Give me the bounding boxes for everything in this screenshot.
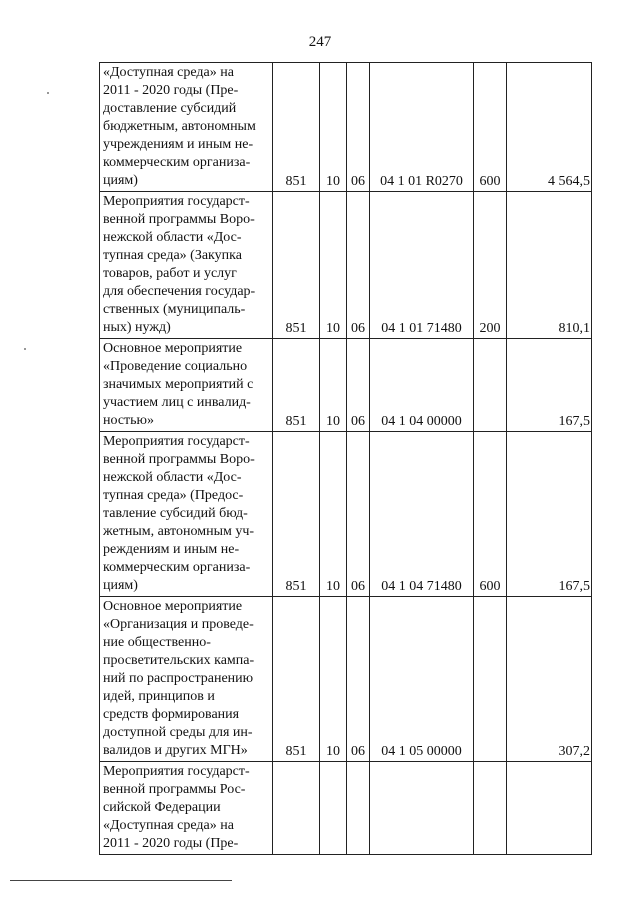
description-line: венной программы Рос- bbox=[103, 782, 246, 797]
section-code-cell: 10 bbox=[320, 63, 347, 192]
description-line: ственных (муниципаль- bbox=[103, 302, 246, 317]
subsection-code-cell: 06 bbox=[347, 339, 370, 432]
target-article-cell bbox=[370, 762, 474, 855]
description-line: доступной среды для ин- bbox=[103, 725, 253, 740]
description-line: для обеспечения государ- bbox=[103, 284, 256, 299]
description-line: «Доступная среда» на bbox=[103, 818, 234, 833]
scan-mark bbox=[47, 92, 49, 94]
description-line: коммерческим организа- bbox=[103, 560, 251, 575]
scan-mark bbox=[24, 348, 26, 350]
expense-type-cell bbox=[474, 339, 507, 432]
grbs-code-cell: 851 bbox=[273, 63, 320, 192]
description-line: значимых мероприятий с bbox=[103, 377, 254, 392]
description-line: доставление субсидий bbox=[103, 101, 237, 116]
description-line: тавление субсидий бюд- bbox=[103, 506, 248, 521]
description-line: Основное мероприятие bbox=[103, 599, 243, 614]
description-line: реждениям и иным не- bbox=[103, 542, 240, 557]
target-article-cell: 04 1 01 71480 bbox=[370, 192, 474, 339]
amount-cell: 4 564,5 bbox=[507, 63, 592, 192]
description-line: «Проведение социально bbox=[103, 359, 248, 374]
description-line: Мероприятия государст- bbox=[103, 434, 250, 449]
description-line: идей, принципов и bbox=[103, 689, 215, 704]
expense-type-cell bbox=[474, 597, 507, 762]
description-cell bbox=[100, 597, 273, 762]
description-line: циям) bbox=[103, 173, 138, 188]
description-line: валидов и других МГН» bbox=[103, 743, 248, 758]
page-number: 247 bbox=[308, 34, 332, 50]
description-line: ние общественно- bbox=[103, 635, 211, 650]
amount-cell bbox=[507, 762, 592, 855]
description-line: жетным, автономным уч- bbox=[103, 524, 255, 539]
expense-type-cell bbox=[474, 762, 507, 855]
table-row bbox=[100, 192, 592, 339]
description-line: ностью» bbox=[103, 413, 155, 428]
section-code-cell: 10 bbox=[320, 339, 347, 432]
description-line: средств формирования bbox=[103, 707, 240, 722]
description-line: нежской области «Дос- bbox=[103, 230, 242, 245]
description-line: циям) bbox=[103, 578, 138, 593]
footer-rule bbox=[10, 880, 232, 881]
budget-table bbox=[99, 62, 592, 855]
description-cell bbox=[100, 192, 273, 339]
description-cell bbox=[100, 63, 273, 192]
description-line: ных) нужд) bbox=[103, 320, 171, 335]
description-line: 2011 - 2020 годы (Пре- bbox=[103, 836, 239, 851]
description-line: «Доступная среда» на bbox=[103, 65, 234, 80]
subsection-code-cell bbox=[347, 762, 370, 855]
section-code-cell bbox=[320, 762, 347, 855]
description-line: просветительских кампа- bbox=[103, 653, 255, 668]
description-line: Основное мероприятие bbox=[103, 341, 243, 356]
description-line: нежской области «Дос- bbox=[103, 470, 242, 485]
target-article-cell: 04 1 04 00000 bbox=[370, 339, 474, 432]
description-line: коммерческим организа- bbox=[103, 155, 251, 170]
table-row bbox=[100, 597, 592, 762]
target-article-cell: 04 1 04 71480 bbox=[370, 432, 474, 597]
description-cell bbox=[100, 762, 273, 855]
description-line: участием лиц с инвалид- bbox=[103, 395, 251, 410]
grbs-code-cell: 851 bbox=[273, 192, 320, 339]
section-code-cell: 10 bbox=[320, 432, 347, 597]
target-article-cell: 04 1 05 00000 bbox=[370, 597, 474, 762]
table-row bbox=[100, 339, 592, 432]
description-line: ний по распространению bbox=[103, 671, 254, 686]
description-cell bbox=[100, 339, 273, 432]
description-line: 2011 - 2020 годы (Пре- bbox=[103, 83, 239, 98]
description-line: Мероприятия государст- bbox=[103, 194, 250, 209]
description-line: венной программы Воро- bbox=[103, 212, 255, 227]
amount-cell: 167,5 bbox=[507, 432, 592, 597]
section-code-cell: 10 bbox=[320, 597, 347, 762]
description-cell bbox=[100, 432, 273, 597]
grbs-code-cell: 851 bbox=[273, 432, 320, 597]
expense-type-cell: 200 bbox=[474, 192, 507, 339]
budget-table-body bbox=[100, 63, 592, 855]
amount-cell: 810,1 bbox=[507, 192, 592, 339]
description-line: «Организация и проведе- bbox=[103, 617, 254, 632]
description-line: учреждениям и иным не- bbox=[103, 137, 254, 152]
grbs-code-cell bbox=[273, 762, 320, 855]
description-line: тупная среда» (Предос- bbox=[103, 488, 244, 503]
subsection-code-cell: 06 bbox=[347, 597, 370, 762]
grbs-code-cell: 851 bbox=[273, 597, 320, 762]
subsection-code-cell: 06 bbox=[347, 432, 370, 597]
description-line: сийской Федерации bbox=[103, 800, 221, 815]
subsection-code-cell: 06 bbox=[347, 192, 370, 339]
expense-type-cell: 600 bbox=[474, 63, 507, 192]
description-line: тупная среда» (Закупка bbox=[103, 248, 242, 263]
description-line: бюджетным, автономным bbox=[103, 119, 256, 134]
amount-cell: 167,5 bbox=[507, 339, 592, 432]
amount-cell: 307,2 bbox=[507, 597, 592, 762]
subsection-code-cell: 06 bbox=[347, 63, 370, 192]
target-article-cell: 04 1 01 R0270 bbox=[370, 63, 474, 192]
table-row bbox=[100, 432, 592, 597]
description-line: венной программы Воро- bbox=[103, 452, 255, 467]
expense-type-cell: 600 bbox=[474, 432, 507, 597]
grbs-code-cell: 851 bbox=[273, 339, 320, 432]
table-row bbox=[100, 63, 592, 192]
section-code-cell: 10 bbox=[320, 192, 347, 339]
table-row bbox=[100, 762, 592, 855]
description-line: товаров, работ и услуг bbox=[103, 266, 237, 281]
description-line: Мероприятия государст- bbox=[103, 764, 250, 779]
